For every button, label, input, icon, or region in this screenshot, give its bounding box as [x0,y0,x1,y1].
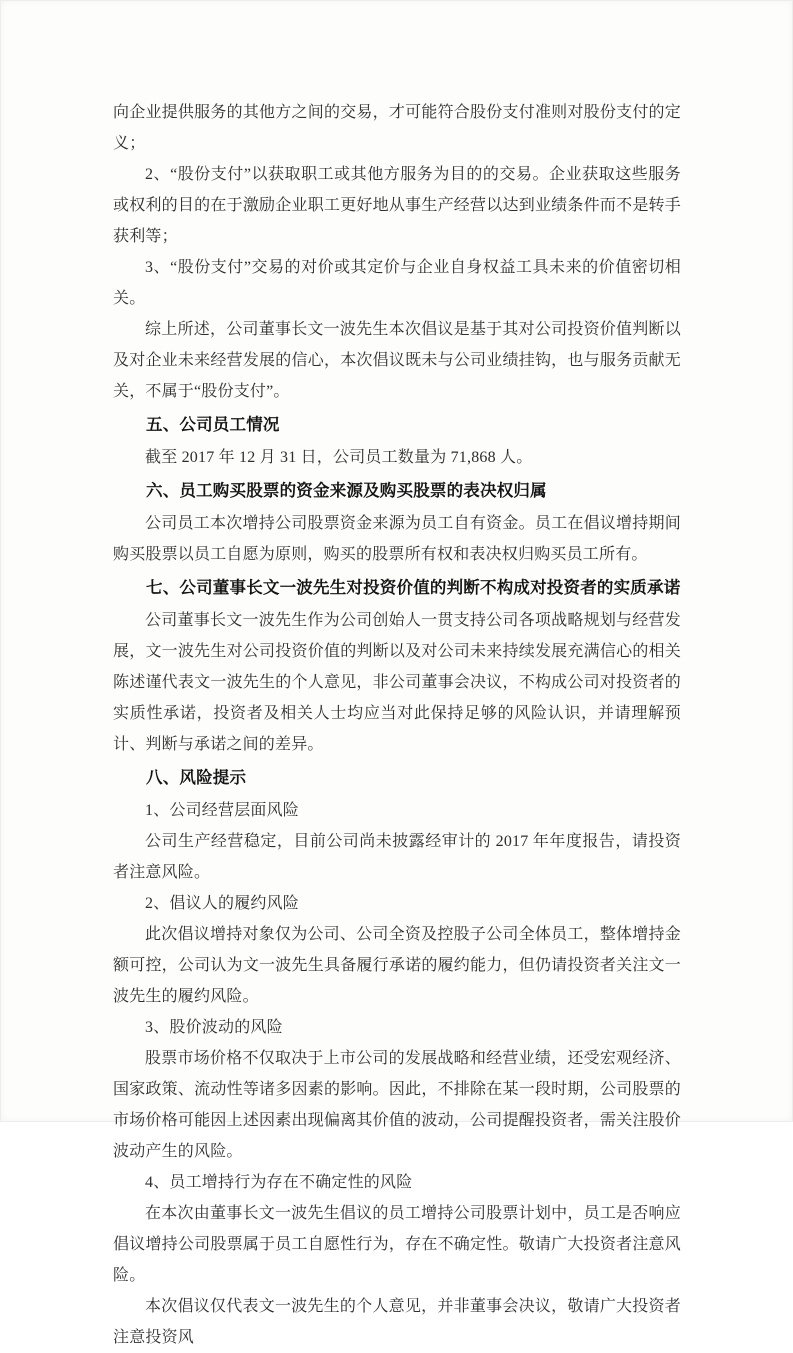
paragraph: 公司员工本次增持公司股票资金来源为员工自有资金。员工在倡议增持期间购买股票以员工自愿为原则，购买的股票所有权和表决权归购买员工所有。 [113,515,681,563]
paragraph: 综上所述，公司董事长文一波先生本次倡议是基于其对公司投资价值判断以及对企业未来经营发展的信心，本次倡议既未与公司业绩挂钩，也与服务贡献无关，不属于“股份支付”。 [113,321,681,400]
paragraph: 本次倡议仅代表文一波先生的个人意见，并非董事会决议，敬请广大投资者注意投资风 [113,1298,681,1346]
paragraph: 截至 2017 年 12 月 31 日，公司员工数量为 71,868 人。 [145,449,533,466]
section-heading: 八、风险提示 [146,769,247,787]
paragraph: 2、倡议人的履约风险 [145,895,300,912]
paragraph: 4、员工增持行为存在不确定性的风险 [145,1174,413,1191]
section-heading: 五、公司员工情况 [146,416,280,434]
section-heading: 七、公司董事长文一波先生对投资价值的判断不构成对投资者的实质承诺 [146,579,681,597]
paragraph: 1、公司经营层面风险 [145,802,300,819]
paragraph: 2、“股份支付”以获取职工或其他方服务为目的的交易。企业获取这些服务或权利的目的在于激励企业职工更好地从事生产经营以达到业绩条件而不是转手获利等； [113,166,681,245]
section-heading: 六、员工购买股票的资金来源及购买股票的表决权归属 [146,482,547,500]
document-content [113,97,681,1353]
paragraph: 公司生产经营稳定，目前公司尚未披露经审计的 2017 年年度报告，请投资者注意风险。 [113,833,681,881]
paragraph: 股票市场价格不仅取决于上市公司的发展战略和经营业绩，还受宏观经济、国家政策、流动性等诸多因素的影响。因此，不排除在某一段时期，公司股票的市场价格可能因上述因素出现偏离其价值的波动，公司提醒投资者，需关注股价波动产生的风险。 [113,1050,681,1160]
paragraph: 在本次由董事长文一波先生倡议的员工增持公司股票计划中，员工是否响应倡议增持公司股票属于员工自愿性行为，存在不确定性。敬请广大投资者注意风险。 [113,1205,681,1284]
paragraph: 此次倡议增持对象仅为公司、公司全资及控股子公司全体员工，整体增持金额可控，公司认为文一波先生具备履行承诺的履约能力，但仍请投资者关注文一波先生的履约风险。 [113,926,681,1005]
paragraph: 公司董事长文一波先生作为公司创始人一贯支持公司各项战略规划与经营发展，文一波先生对公司投资价值的判断以及对公司未来持续发展充满信心的相关陈述谨代表文一波先生的个人意见，非公司董事会决议，不构成公司对投资者的实质性承诺，投资者及相关人士均应当对此保持足够的风险认识，并请理解预计、判断与承诺之间的差异。 [113,612,681,753]
paragraph: 3、股价波动的风险 [145,1019,283,1036]
paragraph: 3、“股份支付”交易的对价或其定价与企业自身权益工具未来的价值密切相关。 [113,259,681,307]
paragraph: 向企业提供服务的其他方之间的交易，才可能符合股份支付准则对股份支付的定义； [113,104,681,152]
